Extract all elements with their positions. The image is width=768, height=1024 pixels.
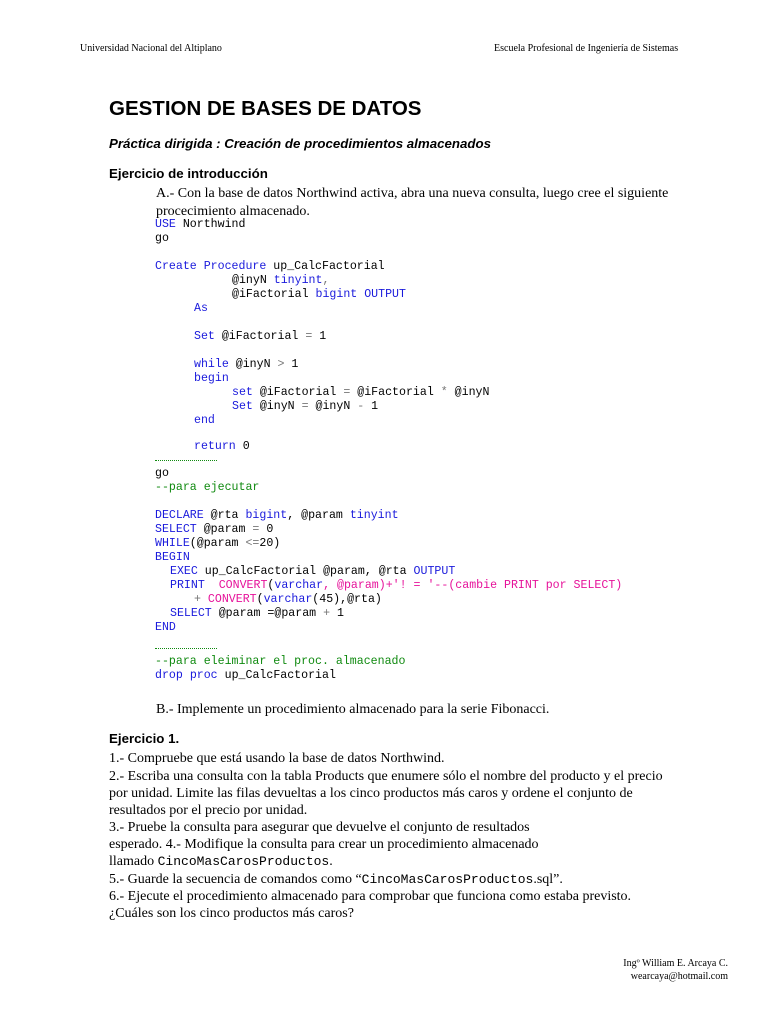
page-header-right: Escuela Profesional de Ingeniería de Sistemas bbox=[494, 43, 679, 54]
exercise-1-line-8: 5.- Guarde la secuencia de comandos como “CincoMasCarosProductos.sql”. bbox=[109, 872, 563, 887]
intro-paragraph-line-2: procecimiento almacenado. bbox=[156, 204, 310, 219]
code-line: --para ejecutar bbox=[155, 481, 260, 494]
part-b-paragraph: B.- Implemente un procedimiento almacenado para la serie Fibonacci. bbox=[156, 702, 550, 717]
code-line: SELECT @param =@param + 1 bbox=[170, 607, 344, 620]
exercise-1-line-9: 6.- Ejecute el procedimiento almacenado para comprobar que funciona como estaba previsto. bbox=[109, 889, 632, 904]
code-line: As bbox=[194, 302, 208, 315]
code-line: END bbox=[155, 621, 176, 634]
code-line: SELECT @param = 0 bbox=[155, 523, 274, 536]
code-line: Set @inyN = @inyN - 1 bbox=[232, 400, 379, 413]
intro-paragraph-line-1: A.- Con la base de datos Northwind activa, abra una nueva consulta, luego cree el siguiente bbox=[156, 186, 669, 201]
exercise-1-line-4: resultados por el precio por unidad. bbox=[109, 803, 308, 818]
code-separator bbox=[155, 460, 217, 461]
author-email: wearcaya@hotmail.com bbox=[630, 971, 728, 982]
code-line: @inyN tinyint, bbox=[232, 274, 330, 287]
intro-heading: Ejercicio de introducción bbox=[109, 166, 268, 181]
code-line: USE Northwind bbox=[155, 218, 246, 231]
page-title: GESTION DE BASES DE DATOS bbox=[109, 97, 422, 120]
exercise-1-line-10: ¿Cuáles son los cinco productos más caros? bbox=[109, 906, 354, 921]
code-line: DECLARE @rta bigint, @param tinyint bbox=[155, 509, 399, 522]
code-line: end bbox=[194, 414, 215, 427]
code-line: BEGIN bbox=[155, 551, 190, 564]
code-line: EXEC up_CalcFactorial @param, @rta OUTPUT bbox=[170, 565, 456, 578]
code-line: Create Procedure up_CalcFactorial bbox=[155, 260, 385, 273]
exercise-1-line-7: llamado CincoMasCarosProductos. bbox=[109, 854, 333, 869]
exercise-1-line-1: 1.- Compruebe que está usando la base de datos Northwind. bbox=[109, 751, 445, 766]
code-line: --para eleiminar el proc. almacenado bbox=[155, 655, 406, 668]
exercise-1-line-2: 2.- Escriba una consulta con la tabla Products que enumere sólo el nombre del producto y el precio bbox=[109, 769, 663, 784]
code-line: @iFactorial bigint OUTPUT bbox=[232, 288, 406, 301]
page-header-left: Universidad Nacional del Altiplano bbox=[80, 43, 222, 54]
code-line: PRINT CONVERT(varchar, @param)+'! = '--(cambie PRINT por SELECT) bbox=[170, 579, 623, 592]
page-subtitle: Práctica dirigida : Creación de procedimientos almacenados bbox=[109, 136, 492, 151]
exercise-1-heading: Ejercicio 1. bbox=[109, 731, 180, 746]
code-line: go bbox=[155, 467, 169, 480]
code-line: WHILE(@param <=20) bbox=[155, 537, 281, 550]
author-name: Ingº William E. Arcaya C. bbox=[623, 958, 728, 969]
code-line: + CONVERT(varchar(45),@rta) bbox=[194, 593, 382, 606]
code-line: while @inyN > 1 bbox=[194, 358, 299, 371]
code-line: go bbox=[155, 232, 169, 245]
exercise-1-line-6: esperado. 4.- Modifique la consulta para crear un procedimiento almacenado bbox=[109, 837, 539, 852]
code-separator bbox=[155, 648, 217, 649]
footer-author bbox=[623, 957, 728, 983]
code-line: begin bbox=[194, 372, 229, 385]
exercise-1-line-3: por unidad. Limite las filas devueltas a los cinco productos más caros y ordene el conjunto de bbox=[109, 786, 633, 801]
code-line: set @iFactorial = @iFactorial * @inyN bbox=[232, 386, 490, 399]
code-line: return 0 bbox=[194, 440, 250, 453]
exercise-1-line-5: 3.- Pruebe la consulta para asegurar que devuelve el conjunto de resultados bbox=[109, 820, 530, 835]
code-line: Set @iFactorial = 1 bbox=[194, 330, 327, 343]
code-line: drop proc up_CalcFactorial bbox=[155, 669, 336, 682]
